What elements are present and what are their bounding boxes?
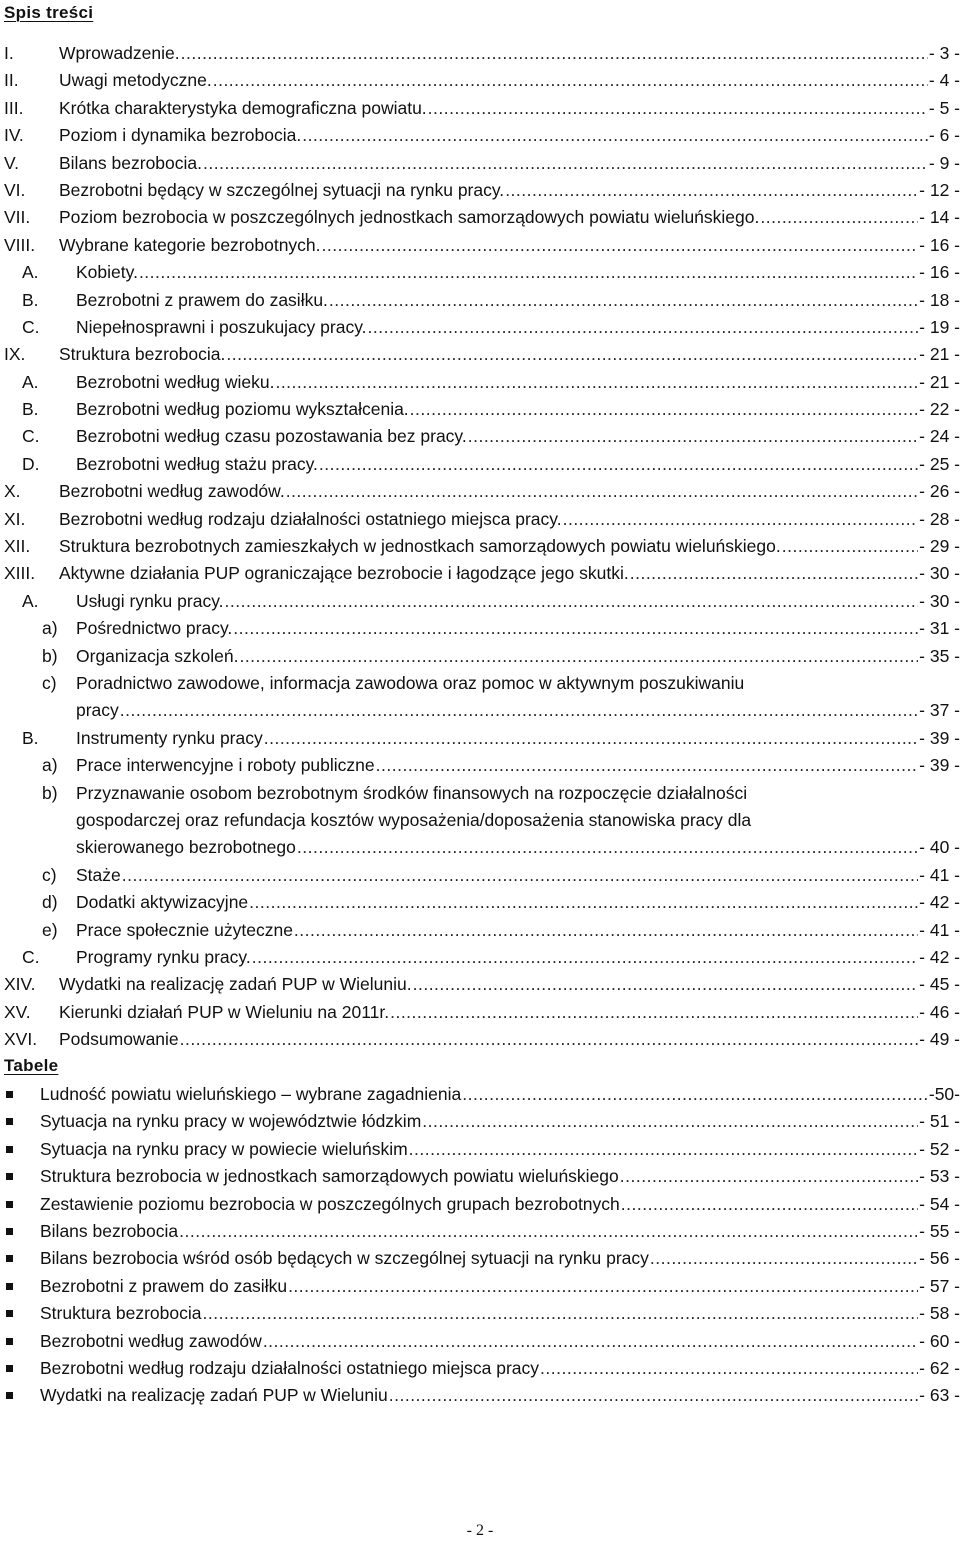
toc-entry[interactable]	[0, 506, 960, 533]
toc-entry[interactable]	[0, 588, 960, 615]
dot-leader	[179, 1218, 918, 1245]
page-ref[interactable]: - 29 -	[919, 536, 960, 557]
entry-number: a)	[42, 618, 58, 639]
entry-number: X.	[4, 481, 21, 502]
page-ref[interactable]: - 4 -	[928, 70, 960, 91]
dot-leader	[376, 752, 919, 779]
entry-number: d)	[42, 892, 58, 913]
dot-leader	[368, 314, 919, 341]
toc-entry[interactable]	[0, 204, 960, 231]
page-ref[interactable]: - 58 -	[919, 1303, 960, 1324]
toc-entry[interactable]	[0, 67, 960, 94]
table-of-contents	[0, 40, 960, 1053]
page-ref[interactable]: - 53 -	[919, 1166, 960, 1187]
page-ref[interactable]: - 52 -	[919, 1138, 960, 1159]
entry-title: Programy rynku pracy.	[76, 946, 251, 967]
dot-leader	[263, 1328, 918, 1355]
page-ref[interactable]: - 21 -	[919, 344, 960, 365]
entry-title: Struktura bezrobotnych zamieszkałych w jednostkach samorządowych powiatu wieluńskiego.	[59, 536, 781, 557]
page-ref[interactable]: - 16 -	[919, 262, 960, 283]
entry-title: Wprowadzenie.	[59, 43, 180, 63]
dot-leader	[630, 560, 918, 587]
page-ref[interactable]: - 51 -	[919, 1111, 960, 1132]
dot-leader	[294, 917, 918, 944]
square-bullet-icon	[6, 1228, 13, 1235]
dot-leader	[252, 944, 918, 971]
page-ref[interactable]: - 54 -	[919, 1193, 960, 1214]
square-bullet-icon	[6, 1201, 13, 1208]
entry-title: Kobiety.	[76, 262, 138, 283]
entry-title: Kierunki działań PUP w Wieluniu na 2011r.	[59, 1001, 390, 1022]
entry-number: a)	[42, 755, 58, 776]
entry-title: Wybrane kategorie bezrobotnych.	[59, 234, 321, 255]
page-ref[interactable]: - 45 -	[919, 974, 960, 995]
dot-leader	[239, 643, 918, 670]
entry-title: Bezrobotni będący w szczególnej sytuacji na rynku pracy.	[59, 179, 505, 200]
page-ref[interactable]: - 39 -	[919, 755, 960, 776]
table-entry[interactable]	[0, 1328, 960, 1355]
entry-number: c)	[42, 672, 57, 693]
toc-entry[interactable]	[0, 341, 960, 368]
page-ref[interactable]: - 49 -	[919, 1029, 960, 1050]
page-ref[interactable]: - 42 -	[919, 892, 960, 913]
toc-entry[interactable]	[0, 725, 960, 752]
toc-entry[interactable]	[0, 643, 960, 670]
entry-title: Bezrobotni według poziomu wykształcenia.	[76, 399, 409, 420]
entry-title: Dodatki aktywizacyjne	[76, 892, 249, 913]
square-bullet-icon	[6, 1283, 13, 1290]
entry-number: c)	[42, 864, 57, 885]
entry-title: Bezrobotni według wieku.	[76, 371, 275, 392]
page-ref[interactable]: - 3 -	[928, 43, 960, 63]
entry-title: Instrumenty rynku pracy	[76, 727, 263, 748]
page-ref[interactable]: -50-	[928, 1084, 960, 1104]
dot-leader	[409, 1136, 918, 1163]
toc-entry[interactable]	[0, 287, 960, 314]
table-entry[interactable]	[0, 1382, 960, 1409]
page-ref[interactable]: - 26 -	[919, 481, 960, 502]
entry-number: III.	[4, 97, 24, 118]
toc-entry[interactable]	[0, 615, 960, 642]
toc-entry[interactable]	[0, 999, 960, 1026]
entry-number: VI.	[4, 179, 26, 200]
dot-leader	[650, 1245, 918, 1272]
toc-entry[interactable]	[0, 917, 960, 944]
page-ref[interactable]: - 21 -	[919, 371, 960, 392]
toc-entry[interactable]	[0, 752, 960, 779]
entry-title: Niepełnosprawni i poszukujacy pracy.	[76, 316, 367, 337]
entry-number: XVI.	[4, 1029, 38, 1050]
page-ref[interactable]: - 37 -	[919, 700, 960, 721]
entry-title: Poziom i dynamika bezrobocia.	[59, 125, 302, 146]
toc-entry[interactable]	[0, 560, 960, 587]
square-bullet-icon	[6, 1365, 13, 1372]
dot-leader	[468, 423, 918, 450]
entry-number: VII.	[4, 207, 31, 228]
dot-leader	[120, 697, 918, 724]
dot-leader	[563, 506, 919, 533]
toc-entry[interactable]	[0, 944, 960, 971]
entry-title: Uwagi metodyczne.	[59, 70, 212, 91]
toc-entry[interactable]	[0, 314, 960, 341]
dot-leader	[297, 834, 918, 861]
entry-number: C.	[22, 946, 40, 967]
entry-title: Zestawienie poziomu bezrobocia w poszczególnych grupach bezrobotnych	[40, 1193, 620, 1214]
square-bullet-icon	[6, 1091, 13, 1098]
page-ref[interactable]: - 35 -	[919, 645, 960, 666]
square-bullet-icon	[6, 1118, 13, 1125]
page-ref[interactable]: - 24 -	[919, 426, 960, 447]
entry-title: Prace społecznie użyteczne	[76, 919, 293, 940]
page-ref[interactable]: - 39 -	[919, 727, 960, 748]
page-ref[interactable]: - 40 -	[919, 837, 960, 858]
entry-title: Struktura bezrobocia w jednostkach samorządowych powiatu wieluńskiego	[40, 1166, 619, 1187]
square-bullet-icon	[6, 1255, 13, 1262]
entry-number: b)	[42, 645, 58, 666]
entry-title: Podsumowanie	[59, 1029, 179, 1050]
page-ref[interactable]: - 19 -	[919, 316, 960, 337]
entry-title: Struktura bezrobocia	[40, 1303, 202, 1324]
page-ref[interactable]: - 62 -	[919, 1357, 960, 1378]
toc-entry[interactable]	[0, 533, 960, 560]
page-ref[interactable]: - 41 -	[919, 864, 960, 885]
square-bullet-icon	[6, 1310, 13, 1317]
square-bullet-icon	[6, 1338, 13, 1345]
toc-entry[interactable]	[0, 95, 960, 122]
entry-number: I.	[4, 43, 14, 63]
dot-leader	[264, 725, 918, 752]
page-ref[interactable]: - 6 -	[928, 125, 960, 146]
page-ref[interactable]: - 30 -	[919, 590, 960, 611]
entry-number: D.	[22, 453, 40, 474]
entry-title: Bilans bezrobocia.	[59, 152, 202, 173]
dot-leader	[302, 122, 928, 149]
entry-title: Bezrobotni według rodzaju działalności ostatniego miejsca pracy	[40, 1357, 540, 1378]
entry-number: II.	[4, 70, 19, 91]
table-entry[interactable]	[0, 1191, 960, 1218]
entry-title: Bezrobotni według stażu pracy.	[76, 453, 318, 474]
table-entry[interactable]	[0, 1163, 960, 1190]
dot-leader	[181, 40, 928, 67]
page-ref[interactable]: - 55 -	[919, 1220, 960, 1241]
page-ref[interactable]: - 28 -	[919, 508, 960, 529]
entry-title: Poradnictwo zawodowe, informacja zawodowa oraz pomoc w aktywnym poszukiwaniu	[76, 672, 745, 693]
entry-title: gospodarczej oraz refundacja kosztów wyposażenia/doposażenia stanowiska pracy dla	[76, 809, 752, 830]
dot-leader	[226, 341, 918, 368]
page-ref[interactable]: - 63 -	[919, 1385, 960, 1406]
toc-entry[interactable]	[0, 478, 960, 505]
entry-number: e)	[42, 919, 58, 940]
page-ref[interactable]: - 14 -	[919, 207, 960, 228]
page-ref[interactable]: - 12 -	[919, 179, 960, 200]
toc-entry[interactable]	[0, 971, 960, 998]
entry-number: XII.	[4, 536, 31, 557]
entry-title: Bezrobotni według zawodów	[40, 1330, 262, 1351]
entry-number: IX.	[4, 344, 26, 365]
entry-title: Sytuacja na rynku pracy w województwie łódzkim	[40, 1111, 422, 1132]
toc-entry[interactable]	[0, 177, 960, 204]
entry-title: Sytuacja na rynku pracy w powiecie wieluńskim	[40, 1138, 408, 1159]
dot-leader	[286, 478, 918, 505]
square-bullet-icon	[6, 1173, 13, 1180]
dot-leader	[233, 615, 918, 642]
dot-leader	[390, 999, 918, 1026]
entry-title: Staże	[76, 864, 121, 885]
dot-leader	[410, 396, 918, 423]
dot-leader	[139, 259, 918, 286]
dot-leader	[428, 95, 928, 122]
entry-title: Organizacja szkoleń.	[76, 645, 239, 666]
dot-leader	[422, 1108, 918, 1135]
entry-title: Poziom bezrobocia w poszczególnych jednostkach samorządowych powiatu wieluńskiego.	[59, 207, 760, 228]
toc-entry[interactable]	[0, 150, 960, 177]
page-ref[interactable]: - 41 -	[919, 919, 960, 940]
dot-leader	[782, 533, 918, 560]
entry-number: B.	[22, 399, 39, 420]
dot-leader	[413, 971, 919, 998]
entry-title: Przyznawanie osobom bezrobotnym środków finansowych na rozpoczęcie działalności	[76, 782, 748, 803]
page-ref[interactable]: - 22 -	[919, 399, 960, 420]
toc-entry[interactable]	[0, 451, 960, 478]
dot-leader	[202, 1300, 918, 1327]
page-ref[interactable]: - 25 -	[919, 453, 960, 474]
table-entry[interactable]	[0, 1273, 960, 1300]
entry-title: Wydatki na realizację zadań PUP w Wieluniu.	[59, 974, 412, 995]
entry-number: XIII.	[4, 563, 36, 584]
entry-number: VIII.	[4, 234, 36, 255]
dot-leader	[389, 1382, 918, 1409]
entry-number: C.	[22, 426, 40, 447]
entry-number: b)	[42, 782, 58, 803]
dot-leader	[322, 232, 919, 259]
dot-leader	[540, 1355, 918, 1382]
entry-title: Bilans bezrobocia	[40, 1220, 179, 1241]
table-entry[interactable]	[0, 1108, 960, 1135]
page-number-footer: - 2 -	[466, 1522, 494, 1539]
entry-number: A.	[22, 371, 39, 392]
page-ref[interactable]: - 18 -	[919, 289, 960, 310]
page-ref[interactable]: - 5 -	[928, 97, 960, 118]
page-ref[interactable]: - 16 -	[919, 234, 960, 255]
entry-number: XV.	[4, 1001, 31, 1022]
toc-entry[interactable]	[0, 862, 960, 889]
square-bullet-icon	[6, 1146, 13, 1153]
dot-leader	[122, 862, 918, 889]
entry-title: Bezrobotni według zawodów.	[59, 481, 285, 502]
dot-leader	[180, 1026, 918, 1053]
entry-title: Pośrednictwo pracy.	[76, 618, 233, 639]
entry-number: V.	[4, 152, 19, 173]
page-ref[interactable]: - 9 -	[928, 152, 960, 173]
dot-leader	[203, 150, 928, 177]
dot-leader	[462, 1081, 928, 1108]
entry-number: XI.	[4, 508, 26, 529]
dot-leader	[288, 1273, 918, 1300]
entry-number: XIV.	[4, 974, 36, 995]
toc-entry[interactable]	[0, 122, 960, 149]
page-ref[interactable]: - 30 -	[919, 563, 960, 584]
entry-title: Bezrobotni według czasu pozostawania bez pracy.	[76, 426, 467, 447]
page-ref[interactable]: - 31 -	[919, 618, 960, 639]
toc-entry[interactable]	[0, 396, 960, 423]
dot-leader	[225, 588, 919, 615]
toc-entry[interactable]	[0, 889, 960, 916]
page-ref[interactable]: - 56 -	[919, 1248, 960, 1269]
entry-title: skierowanego bezrobotnego	[76, 837, 296, 858]
toc-entry[interactable]	[0, 259, 960, 286]
entry-title: Prace interwencyjne i roboty publiczne	[76, 755, 375, 776]
table-entry[interactable]	[0, 1300, 960, 1327]
entry-number: A.	[22, 262, 39, 283]
dot-leader	[319, 451, 918, 478]
entry-title: Ludność powiatu wieluńskiego – wybrane zagadnienia	[40, 1084, 462, 1104]
entry-title: Bezrobotni według rodzaju działalności ostatniego miejsca pracy.	[59, 508, 562, 529]
table-entry[interactable]	[0, 1245, 960, 1272]
page-ref[interactable]: - 57 -	[919, 1275, 960, 1296]
entry-title: Bezrobotni z prawem do zasiłku.	[76, 289, 328, 310]
table-entry[interactable]	[0, 1218, 960, 1245]
toc-heading: Spis treści	[4, 3, 94, 22]
dot-leader	[249, 889, 918, 916]
toc-entry[interactable]	[0, 670, 960, 725]
entry-title: Struktura bezrobocia.	[59, 344, 226, 365]
table-entry[interactable]	[0, 1355, 960, 1382]
toc-entry[interactable]	[0, 369, 960, 396]
entry-number: B.	[22, 289, 39, 310]
entry-number: A.	[22, 590, 39, 611]
dot-leader	[329, 287, 918, 314]
toc-entry[interactable]	[0, 232, 960, 259]
tables-heading: Tabele	[4, 1056, 59, 1075]
entry-title: Wydatki na realizację zadań PUP w Wieluniu	[40, 1385, 388, 1406]
toc-entry[interactable]	[0, 40, 960, 67]
entry-title: Bilans bezrobocia wśród osób będących w szczególnej sytuacji na rynku pracy	[40, 1248, 649, 1269]
toc-entry[interactable]	[0, 780, 960, 862]
entry-title: Krótka charakterystyka demograficzna powiatu.	[59, 97, 427, 118]
tables-list	[0, 1081, 960, 1410]
page-ref[interactable]: - 42 -	[919, 946, 960, 967]
table-entry[interactable]	[0, 1081, 960, 1108]
entry-title: pracy	[76, 700, 119, 721]
entry-title: Bezrobotni z prawem do zasiłku	[40, 1275, 288, 1296]
entry-number: C.	[22, 316, 40, 337]
toc-entry[interactable]	[0, 423, 960, 450]
square-bullet-icon	[6, 1392, 13, 1399]
dot-leader	[213, 67, 928, 94]
dot-leader	[505, 177, 918, 204]
entry-number: B.	[22, 727, 39, 748]
entry-title: Aktywne działania PUP ograniczające bezrobocie i łagodzące jego skutki.	[59, 563, 629, 584]
table-entry[interactable]	[0, 1136, 960, 1163]
dot-leader	[275, 369, 918, 396]
entry-title: Usługi rynku pracy.	[76, 590, 224, 611]
dot-leader	[621, 1191, 918, 1218]
page-ref[interactable]: - 46 -	[919, 1001, 960, 1022]
dot-leader	[760, 204, 918, 231]
toc-entry[interactable]	[0, 1026, 960, 1053]
entry-number: IV.	[4, 125, 24, 146]
dot-leader	[620, 1163, 918, 1190]
page-ref[interactable]: - 60 -	[919, 1330, 960, 1351]
